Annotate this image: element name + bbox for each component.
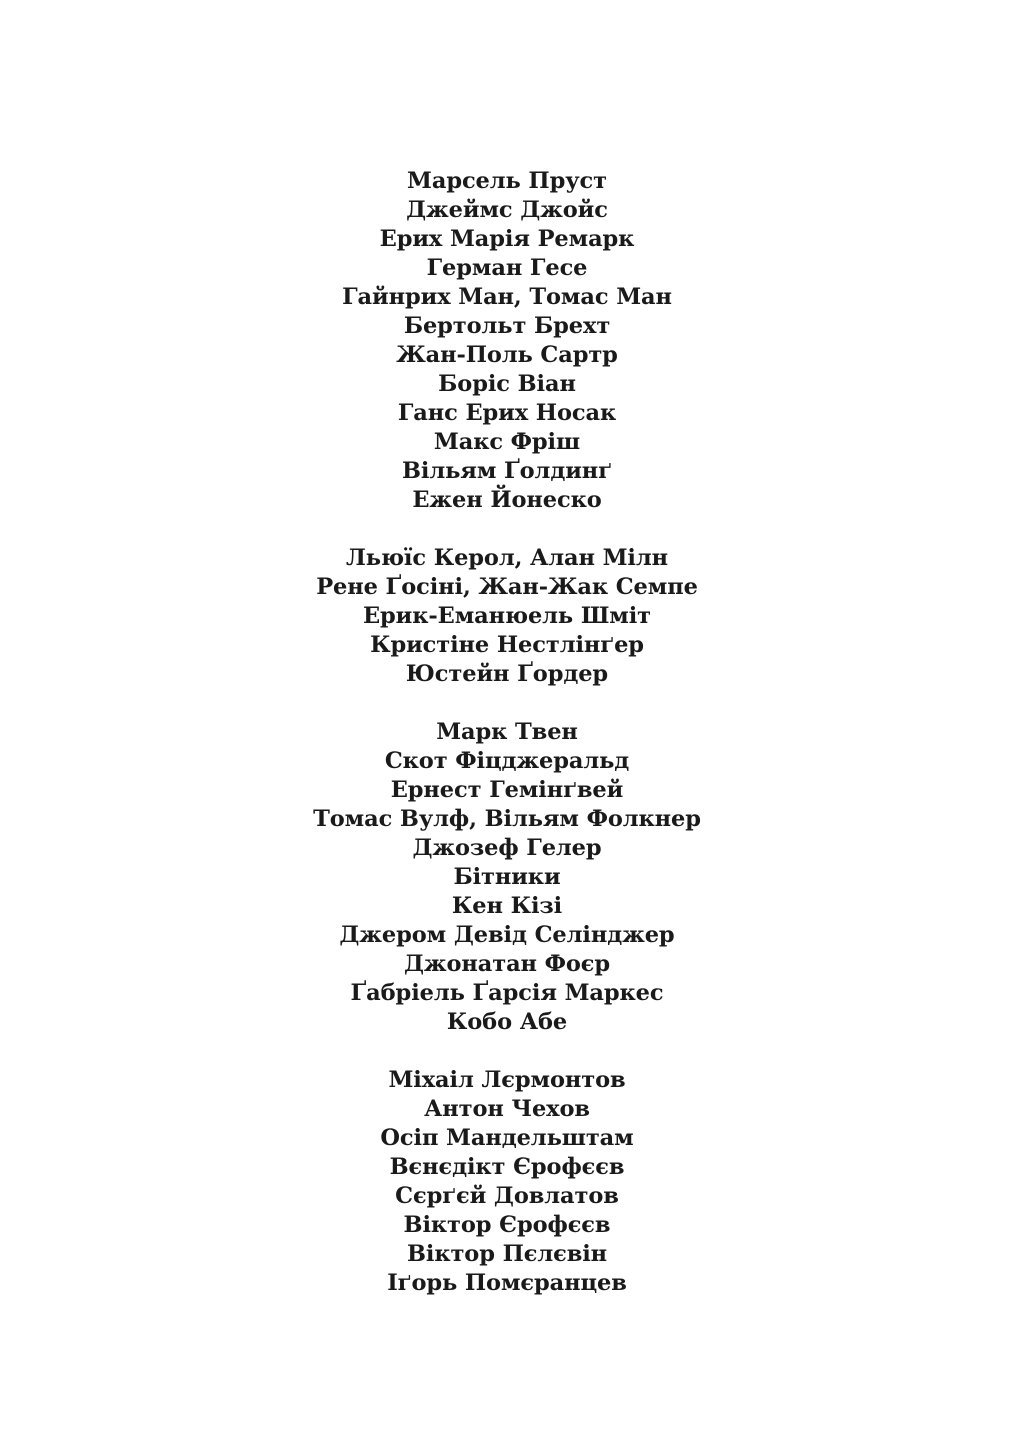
author-name: Віктор Єрофєєв: [403, 1212, 611, 1238]
author-name: Ернест Гемінґвей: [390, 777, 624, 803]
author-name: Герман Гесе: [426, 255, 588, 281]
author-name: Льюїс Керол, Алан Мілн: [345, 545, 669, 571]
author-name: Віктор Пєлєвін: [406, 1241, 608, 1267]
author-name: Осіп Мандельштам: [380, 1125, 634, 1151]
author-name: Кен Кізі: [451, 893, 563, 919]
author-name: Жан-Поль Сартр: [396, 342, 618, 368]
american-authors-group: [0, 718, 1014, 1037]
author-name: Ґабріель Ґарсія Маркес: [350, 980, 664, 1006]
author-name: Ерик-Еманюель Шміт: [362, 603, 652, 629]
author-name: Гайнрих Ман, Томас Ман: [342, 284, 672, 310]
russian-authors-group: [0, 1066, 1014, 1298]
author-name: Боріс Віан: [438, 371, 576, 397]
author-name: Джозеф Гелер: [412, 835, 602, 861]
author-name: Ежен Йонеско: [412, 487, 602, 513]
author-name: Бертольт Брехт: [403, 313, 611, 339]
author-name: Міхаіл Лєрмонтов: [388, 1067, 626, 1093]
author-name: Рене Ґосіні, Жан-Жак Семпе: [316, 574, 698, 600]
author-name: Марсель Пруст: [407, 168, 607, 194]
author-name: Вєнєдікт Єрофєєв: [389, 1154, 625, 1180]
author-name: Юстейн Ґордер: [405, 661, 609, 687]
author-name: Бітники: [453, 864, 561, 890]
author-name: Кристіне Нестлінґер: [370, 632, 644, 658]
author-name: Сєрґєй Довлатов: [395, 1183, 619, 1209]
author-name: Макс Фріш: [433, 429, 581, 455]
author-name: Томас Вулф, Вільям Фолкнер: [313, 806, 701, 832]
author-name: Джеймс Джойс: [406, 197, 608, 223]
author-name: Іґорь Помєранцев: [387, 1270, 627, 1296]
author-name: Марк Твен: [436, 719, 578, 745]
author-name: Ерих Марія Ремарк: [379, 226, 635, 252]
european-authors-group: [0, 167, 1014, 515]
author-name: Вільям Ґолдинґ: [402, 458, 612, 484]
author-name: Скот Фіцджеральд: [384, 748, 630, 774]
author-name: Кобо Абе: [446, 1009, 568, 1035]
childrens-authors-group: [0, 544, 1014, 689]
author-name: Антон Чехов: [424, 1096, 590, 1122]
author-name: Джонатан Фоєр: [403, 951, 611, 977]
author-name-list: [0, 167, 1014, 1327]
author-name: Джером Девід Селінджер: [339, 922, 675, 948]
author-name: Ганс Ерих Носак: [397, 400, 617, 426]
